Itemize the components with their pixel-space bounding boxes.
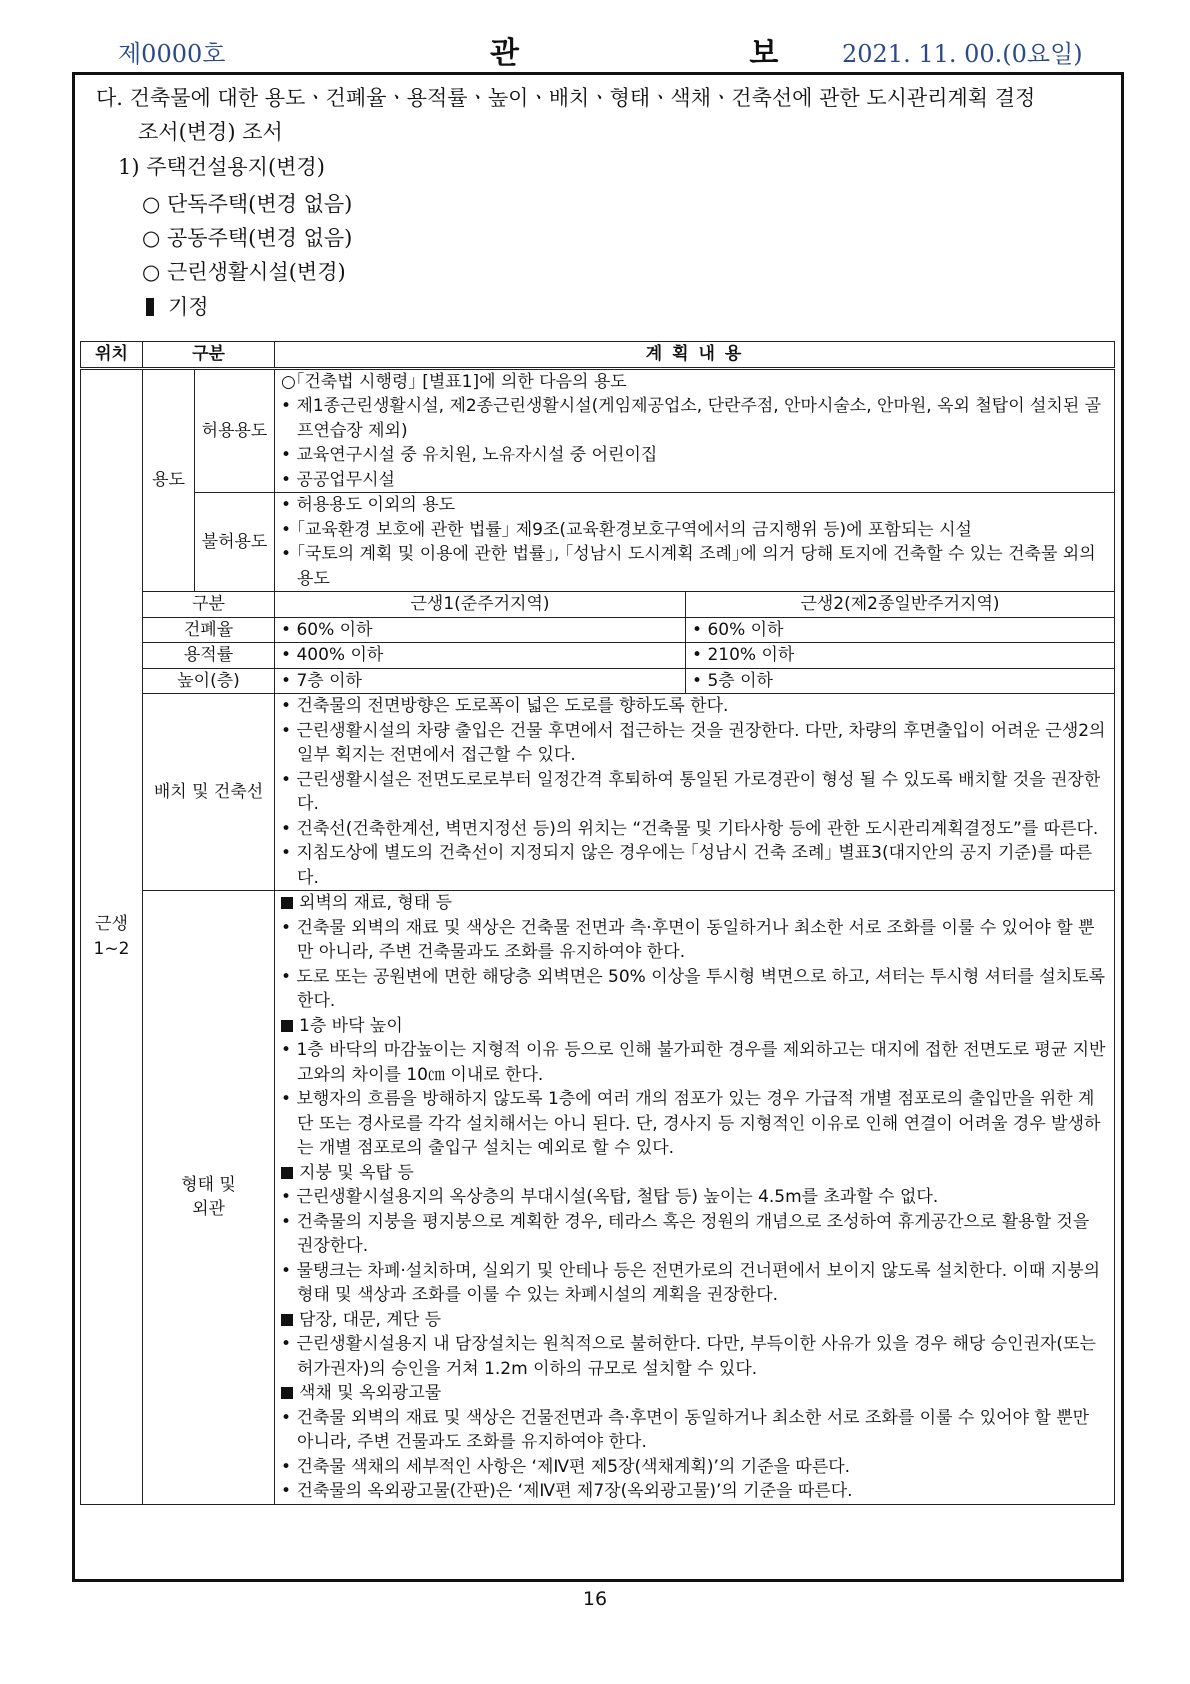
table-row (81, 694, 1115, 891)
list-item: • 제1종근린생활시설, 제2종근린생활시설(게임제공업소, 단란주점, 안마시술소, 안마원, 옥외 철탑이 설치된 골프연습장 제외) (281, 396, 1102, 441)
header-location: 위치 (81, 342, 143, 369)
item-detached-housing: ○ 단독주택(변경 없음) (142, 192, 353, 216)
form-label-line1: 형태 및 (181, 1174, 236, 1195)
height-label: 높이(층) (143, 668, 275, 694)
layout-content (275, 694, 1115, 891)
section-heading: 다. 건축물에 대한 용도ㆍ건폐율ㆍ용적률ㆍ높이ㆍ배치ㆍ형태ㆍ색채ㆍ건축선에 관한 도시관리계획 결정 (96, 86, 1036, 110)
subsection-heading (281, 1308, 1110, 1333)
list-item: • 건축물 외벽의 재료 및 색상은 건축물 전면과 측·후면이 동일하거나 최소한 서로 조화를 이룰 수 있어야 할 뿐만 아니라, 주변 건축물과도 조화를 유지하여야 한다. (281, 917, 1095, 962)
coverage-value-2: • 60% 이하 (686, 617, 1115, 643)
square-bullet-icon (281, 1167, 293, 1179)
allowed-use-content (275, 368, 1115, 493)
square-bullet-icon (281, 897, 293, 909)
prohibited-use-label: 불허용도 (195, 493, 275, 592)
list-item: • 지침도상에 별도의 건축선이 지정되지 않은 경우에는 ｢성남시 건축 조례｣ 별표3(대지안의 공지 기준)를 따른다. (281, 843, 1093, 888)
item-neighborhood-facility: ○ 근린생활시설(변경) (142, 260, 346, 284)
zone-label: 구분 (143, 592, 275, 618)
form-label-line2: 외관 (192, 1199, 225, 1220)
far-value-2: • 210% 이하 (686, 643, 1115, 669)
zone-col2: 근생2(제2종일반주거지역) (686, 592, 1115, 618)
existing-label (146, 293, 209, 321)
list-item: • 건축물의 전면방향은 도로폭이 넓은 도로를 향하도록 한다. (281, 696, 729, 716)
table-row (81, 668, 1115, 694)
table-header-row (81, 342, 1115, 369)
list-item: • ｢교육환경 보호에 관한 법률｣ 제9조(교육환경보호구역에서의 금지행위 등)에 포함되는 시설 (281, 519, 972, 540)
layout-label: 배치 및 건축선 (143, 694, 275, 891)
header-category: 구분 (143, 342, 275, 369)
list-item: • 1층 바닥의 마감높이는 지형적 이유 등으로 인해 불가피한 경우를 제외하고는 대지에 접한 전면도로 평균 지반고와의 차이를 10㎝ 이내로 한다. (281, 1040, 1106, 1085)
subsection-heading (281, 1161, 1110, 1186)
list-item: • ｢국토의 계획 및 이용에 관한 법률｣, ｢성남시 도시계획 조례｣에 의거 당해 토지에 건축할 수 있는 건축물 외의 용도 (281, 544, 1096, 589)
plan-table (80, 341, 1115, 1505)
use-label: 용도 (143, 368, 195, 592)
gazette-header (0, 0, 1190, 70)
list-item: • 건축선(건축한계선, 벽면지정선 등)의 위치는 “건축물 및 기타사항 등에 관한 도시관리계획결정도”를 따른다. (281, 818, 1099, 839)
list-item: • 근린생활시설용지 내 담장설치는 원칙적으로 불허한다. 다만, 부득이한 사유가 있을 경우 해당 승인권자(또는 허가권자)의 승인을 거쳐 1.2m 이하의 규모로 설치할 수 있다. (281, 1334, 1096, 1379)
zone-header-row (81, 592, 1115, 618)
list-item: • 허용용도 이외의 용도 (281, 495, 456, 515)
list-item: • 건축물 외벽의 재료 및 색상은 건물전면과 측·후면이 동일하거나 최소한 서로 조화를 이룰 수 있어야 할 뿐만 아니라, 주변 건물과도 조화를 유지하여야 한다. (281, 1407, 1090, 1452)
subsection-heading (281, 891, 1110, 916)
issue-date: 2021. 11. 00.(0요일) (842, 40, 1083, 68)
list-item: • 공공업무시설 (281, 469, 395, 490)
section-heading-cont: 조서(변경) 조서 (138, 120, 283, 144)
table-row (81, 493, 1115, 592)
height-value-2: • 5층 이하 (686, 668, 1115, 694)
list-item: • 교육연구시설 중 유치원, 노유자시설 중 어린이집 (281, 445, 658, 465)
page-number: 16 (582, 1588, 608, 1610)
form-content (275, 891, 1115, 1505)
subsection-heading-text: 색채 및 옥외광고물 (299, 1383, 442, 1403)
gazette-title: 관 보 (490, 36, 889, 71)
subsection-heading (281, 1381, 1110, 1406)
subsection-title: 1) 주택건설용지(변경) (118, 155, 325, 179)
location-cell: 근생 1~2 (81, 368, 143, 1504)
list-item: • 건축물의 옥외광고물(간판)은 ‘제Ⅳ편 제7장(옥외광고물)’의 기준을 따른다. (281, 1481, 853, 1501)
list-item: • 건축물 색채의 세부적인 사항은 ‘제Ⅳ편 제5장(색채계획)’의 기준을 따른다. (281, 1456, 851, 1477)
subsection-heading (281, 1014, 1110, 1039)
issue-number: 제0000호 (118, 40, 226, 68)
coverage-label: 건폐율 (143, 617, 275, 643)
list-item: • 근린생활시설의 차량 출입은 건물 후면에서 접근하는 것을 권장한다. 다만, 차량의 후면출입이 어려운 근생2의 일부 획지는 전면에서 접근할 수 있다. (281, 720, 1106, 765)
list-item: • 보행자의 흐름을 방해하지 않도록 1층에 여러 개의 점포가 있는 경우 가급적 개별 점포로의 출입만을 위한 계단 또는 경사로를 각각 설치해서는 아니 된다. 단, 경사지 등 지형적인 이유로 인해 연결이 어려울 경우 발생하는 개별 점포로의 출입구 설치는 예외로 할 수 있다. (281, 1089, 1101, 1158)
list-item: • 도로 또는 공원변에 면한 해당층 외벽면은 50% 이상을 투시형 벽면으로 하고, 셔터는 투시형 셔터를 설치토록 한다. (281, 966, 1106, 1011)
height-value-1: • 7층 이하 (275, 668, 686, 694)
zone-col1: 근생1(준주거지역) (275, 592, 686, 618)
table-row (81, 368, 1115, 493)
subsection-heading-text: 외벽의 재료, 형태 등 (299, 893, 453, 913)
table-row (81, 891, 1115, 1505)
square-bullet-icon (281, 1020, 293, 1032)
prohibited-use-content (275, 493, 1115, 592)
item-apartment-housing: ○ 공동주택(변경 없음) (142, 226, 353, 250)
table-row (81, 617, 1115, 643)
list-item: • 물탱크는 차폐·설치하며, 실외기 및 안테나 등은 전면가로의 건너편에서 보이지 않도록 설치한다. 이때 지붕의 형태 및 색상과 조화를 이룰 수 있는 차폐시설의 계획을 권장한다. (281, 1260, 1101, 1305)
table-row (81, 643, 1115, 669)
square-bullet-icon (281, 1387, 293, 1399)
subsection-heading-text: 지붕 및 옥탑 등 (299, 1162, 414, 1183)
list-item: ○｢건축법 시행령｣ [별표1]에 의한 다음의 용도 (281, 371, 627, 392)
header-content: 계 획 내 용 (275, 342, 1115, 369)
coverage-value-1: • 60% 이하 (275, 617, 686, 643)
existing-text: 기정 (168, 295, 209, 319)
list-item: • 건축물의 지붕을 평지붕으로 계획한 경우, 테라스 혹은 정원의 개념으로 조성하여 휴게공간으로 활용할 것을 권장한다. (281, 1211, 1090, 1256)
list-item: • 근린생활시설은 전면도로로부터 일정간격 후퇴하여 통일된 가로경관이 형성 될 수 있도록 배치할 것을 권장한다. (281, 769, 1101, 814)
square-bullet-icon (281, 1314, 293, 1326)
form-label (143, 891, 275, 1505)
square-bullet-icon (146, 298, 154, 316)
far-label: 용적률 (143, 643, 275, 669)
allowed-use-label: 허용용도 (195, 368, 275, 493)
subsection-heading-text: 담장, 대문, 계단 등 (299, 1309, 441, 1330)
subsection-heading-text: 1층 바닥 높이 (299, 1015, 403, 1036)
list-item: • 근린생활시설용지의 옥상층의 부대시설(옥탑, 철탑 등) 높이는 4.5m를 초과할 수 없다. (281, 1187, 939, 1207)
far-value-1: • 400% 이하 (275, 643, 686, 669)
